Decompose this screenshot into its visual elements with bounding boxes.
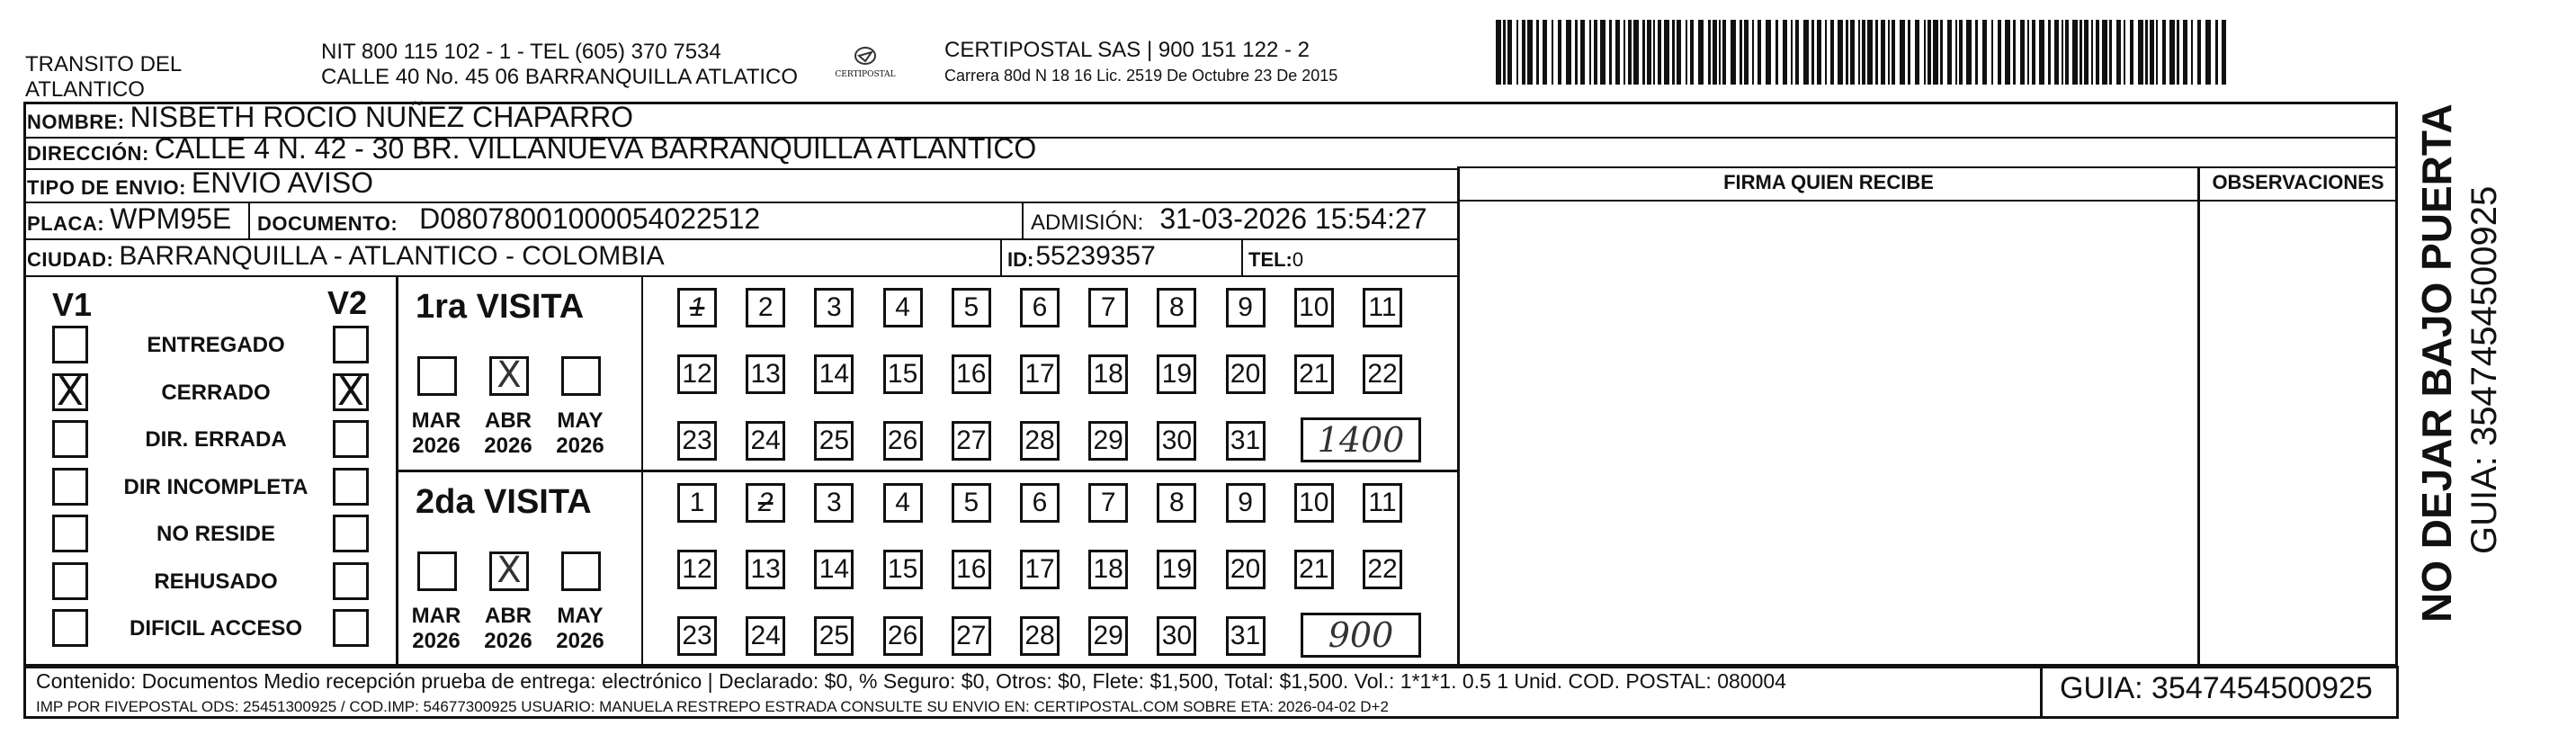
day-box: 31 — [1226, 421, 1266, 461]
courier-info: CERTIPOSTAL SAS | 900 151 122 - 2 Carrera 80d N 18 16 Lic. 2519 De Octubre 23 De 2015 — [944, 38, 1338, 85]
day-box: 26 — [883, 616, 923, 656]
v2-checkbox — [333, 326, 369, 363]
day-box: 22 — [1363, 354, 1402, 394]
day-box: 15 — [883, 550, 923, 589]
status-option-label: REHUSADO — [154, 569, 278, 594]
day-box: 21 — [1294, 354, 1334, 394]
footer-guia: GUIA: 3547454500925 — [2060, 671, 2373, 705]
day-box: 1 — [677, 288, 717, 327]
day-box: 12 — [677, 550, 717, 589]
day-box: 23 — [677, 421, 717, 461]
documento-row: DOCUMENTO: D08078001000054022512 — [257, 202, 761, 235]
day-box: 9 — [1226, 288, 1266, 327]
day-box: 28 — [1020, 421, 1060, 461]
month-checkbox: X — [489, 551, 529, 591]
day-box: 10 — [1294, 288, 1334, 327]
month-year: 2026 — [412, 629, 461, 653]
day-box: 25 — [814, 616, 854, 656]
day-box: 16 — [952, 550, 991, 589]
barcode — [1496, 20, 2226, 85]
visit-title: 1ra VISITA — [416, 288, 585, 326]
day-box: 1 — [677, 483, 717, 523]
v1-checkbox — [52, 515, 88, 552]
day-box: 12 — [677, 354, 717, 394]
tel-value: 0 — [1292, 248, 1304, 271]
direccion-row: DIRECCIÓN: CALLE 4 N. 42 - 30 BR. VILLANUEVA BARRANQUILLA ATLANTICO — [27, 132, 1037, 165]
day-box: 3 — [814, 288, 854, 327]
day-box: 4 — [883, 483, 923, 523]
ciudad-row: CIUDAD: BARRANQUILLA - ATLANTICO - COLOMBIA — [27, 241, 665, 271]
month-checkbox — [561, 551, 601, 591]
v2-checkbox: X — [333, 373, 369, 411]
v2-label: V2 — [327, 284, 368, 321]
day-box: 27 — [952, 616, 991, 656]
tipo-envio-value: ENVIO AVISO — [191, 166, 374, 199]
day-box: 6 — [1020, 288, 1060, 327]
month-checkbox: X — [489, 356, 529, 396]
day-box: 30 — [1157, 421, 1196, 461]
day-box: 25 — [814, 421, 854, 461]
month-name: ABR — [485, 408, 532, 433]
month-year: 2026 — [484, 434, 532, 458]
month-name: MAY — [557, 604, 604, 628]
ciudad-value: BARRANQUILLA - ATLANTICO - COLOMBIA — [119, 241, 665, 271]
id-value: 55239357 — [1035, 241, 1156, 271]
tel-row: TEL: 0 — [1248, 248, 1304, 271]
month-year: 2026 — [412, 434, 461, 458]
day-box: 9 — [1226, 483, 1266, 523]
day-box: 28 — [1020, 616, 1060, 656]
day-box: 19 — [1157, 354, 1196, 394]
certipostal-logo: CERTIPOSTAL — [829, 40, 901, 94]
v1-checkbox — [52, 562, 88, 600]
day-box: 5 — [952, 483, 991, 523]
v1-checkbox — [52, 609, 88, 647]
v2-checkbox — [333, 609, 369, 647]
day-box: 13 — [746, 550, 785, 589]
visit-title: 2da VISITA — [416, 483, 592, 521]
day-box: 20 — [1226, 550, 1266, 589]
documento-value: D08078001000054022512 — [419, 202, 761, 235]
direccion-value: CALLE 4 N. 42 - 30 BR. VILLANUEVA BARRANQUILLA ATLANTICO — [154, 132, 1037, 165]
day-box: 14 — [814, 354, 854, 394]
v2-checkbox — [333, 515, 369, 552]
month-year: 2026 — [484, 629, 532, 653]
day-box: 29 — [1088, 421, 1128, 461]
day-box: 18 — [1088, 354, 1128, 394]
day-box: 13 — [746, 354, 785, 394]
v2-checkbox — [333, 468, 369, 506]
visit-time: 900 — [1301, 613, 1421, 658]
firma-header: FIRMA QUIEN RECIBE — [1723, 171, 1934, 193]
status-option-label: NO RESIDE — [156, 522, 276, 546]
v1-checkbox — [52, 420, 88, 458]
day-box: 18 — [1088, 550, 1128, 589]
day-box: 31 — [1226, 616, 1266, 656]
day-box: 7 — [1088, 288, 1128, 327]
observaciones-header: OBSERVACIONES — [2212, 171, 2384, 193]
day-box: 20 — [1226, 354, 1266, 394]
day-box: 23 — [677, 616, 717, 656]
status-option-label: ENTREGADO — [147, 333, 285, 357]
day-box: 17 — [1020, 354, 1060, 394]
day-box: 29 — [1088, 616, 1128, 656]
day-box: 4 — [883, 288, 923, 327]
month-checkbox — [417, 356, 457, 396]
v1-checkbox — [52, 468, 88, 506]
tipo-envio-row: TIPO DE ENVIO: ENVIO AVISO — [27, 166, 374, 199]
admision-row: ADMISIÓN: 31-03-2026 15:54:27 — [1031, 202, 1427, 235]
admision-value: 31-03-2026 15:54:27 — [1159, 202, 1427, 235]
nombre-row: NOMBRE: NISBETH ROCIO NUÑEZ CHAPARRO — [27, 101, 634, 133]
status-option-label: DIFICIL ACCESO — [129, 616, 302, 641]
day-box: 21 — [1294, 550, 1334, 589]
day-box: 3 — [814, 483, 854, 523]
month-year: 2026 — [556, 629, 604, 653]
day-box: 11 — [1363, 288, 1402, 327]
day-box: 14 — [814, 550, 854, 589]
month-name: MAR — [411, 408, 461, 433]
day-box: 19 — [1157, 550, 1196, 589]
month-checkbox — [417, 551, 457, 591]
day-box: 27 — [952, 421, 991, 461]
side-guia: GUIA: 3547454500925 — [2464, 185, 2504, 554]
visit-time: 1400 — [1301, 417, 1421, 462]
v2-checkbox — [333, 420, 369, 458]
placa-row: PLACA: WPM95E — [27, 202, 232, 235]
day-box: 2 — [746, 483, 785, 523]
day-box: 26 — [883, 421, 923, 461]
v1-checkbox — [52, 326, 88, 363]
status-option-label: DIR INCOMPLETA — [123, 474, 309, 499]
company-contact: NIT 800 115 102 - 1 - TEL (605) 370 7534 CALLE 40 No. 45 06 BARRANQUILLA ATLATICO — [321, 40, 799, 89]
v1-label: V1 — [52, 286, 93, 323]
day-box: 15 — [883, 354, 923, 394]
month-year: 2026 — [556, 434, 604, 458]
day-box: 24 — [746, 421, 785, 461]
placa-value: WPM95E — [110, 202, 232, 235]
day-box: 11 — [1363, 483, 1402, 523]
nombre-value: NISBETH ROCIO NUÑEZ CHAPARRO — [130, 101, 634, 133]
day-box: 30 — [1157, 616, 1196, 656]
day-box: 5 — [952, 288, 991, 327]
company-name: TRANSITO DEL ATLANTICO — [25, 52, 183, 102]
day-box: 24 — [746, 616, 785, 656]
side-warning: NO DEJAR BAJO PUERTA — [2413, 103, 2460, 623]
day-box: 8 — [1157, 483, 1196, 523]
status-option-label: DIR. ERRADA — [145, 427, 287, 452]
month-name: MAY — [557, 408, 604, 433]
day-box: 7 — [1088, 483, 1128, 523]
day-box: 2 — [746, 288, 785, 327]
month-name: MAR — [411, 604, 461, 628]
imp-line: IMP POR FIVEPOSTAL ODS: 25451300925 / COD.IMP: 54677300925 USUARIO: MANUELA RESTREPO ESTRADA CONSULTE SU ENVIO EN: CERTIPOSTAL.COM SOBRE ETA: 2026-04-02 D+2 — [36, 698, 1389, 715]
day-box: 6 — [1020, 483, 1060, 523]
month-checkbox — [561, 356, 601, 396]
v1-checkbox: X — [52, 373, 88, 411]
day-box: 8 — [1157, 288, 1196, 327]
day-box: 10 — [1294, 483, 1334, 523]
status-option-label: CERRADO — [161, 380, 271, 405]
id-row: ID: 55239357 — [1007, 241, 1156, 271]
day-box: 17 — [1020, 550, 1060, 589]
contenido-line: Contenido: Documentos Medio recepción prueba de entrega: electrónico | Declarado: $0, % Seguro: $0, Otros: $0, Flete: $1,500, Total: $1,500. Vol.: 1*1*1. 0.5 1 Unid. COD. POSTAL: 080004 — [36, 669, 1786, 693]
day-box: 16 — [952, 354, 991, 394]
v2-checkbox — [333, 562, 369, 600]
month-name: ABR — [485, 604, 532, 628]
day-box: 22 — [1363, 550, 1402, 589]
